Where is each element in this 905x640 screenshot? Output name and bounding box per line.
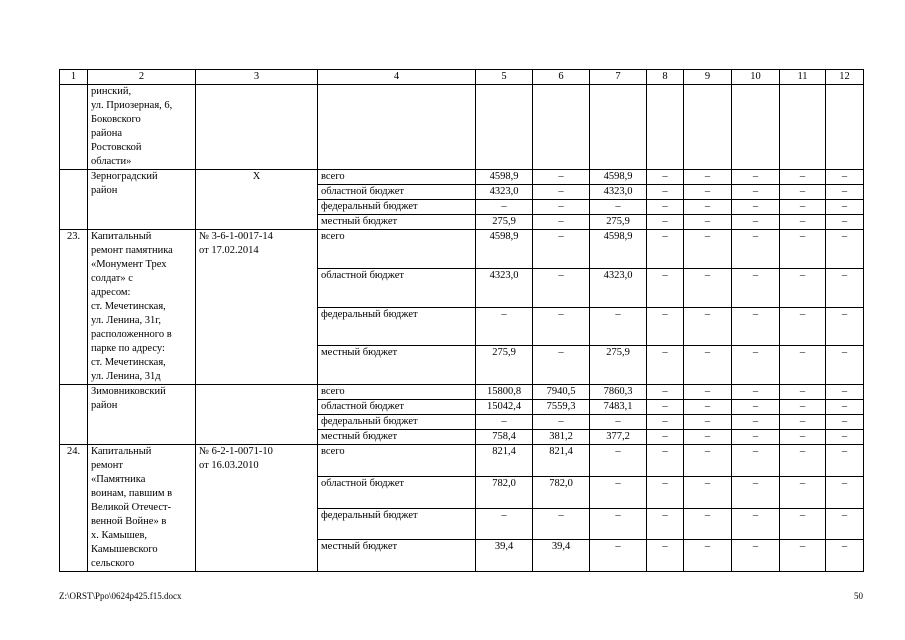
column-header: 8 [647,70,684,85]
amount-cell: 4598,9 [476,230,533,269]
amount-cell: – [684,200,732,215]
amount-cell: – [647,508,684,540]
amount-cell: – [780,230,826,269]
document-reference: № 6-2-1-0071-10 от 16.03.2010 [196,445,318,572]
amount-cell: – [732,185,780,200]
column-header: 1 [60,70,88,85]
amount-cell: – [780,540,826,572]
empty-cell [684,85,732,170]
empty-cell [533,85,590,170]
amount-cell: 4323,0 [476,268,533,307]
amount-cell: – [780,400,826,415]
funding-source-label: всего [318,230,476,269]
amount-cell: – [732,215,780,230]
amount-cell: – [780,430,826,445]
amount-cell: 4323,0 [590,185,647,200]
amount-cell: 4323,0 [590,268,647,307]
amount-cell: – [647,430,684,445]
amount-cell: – [826,430,864,445]
table-header [60,70,864,85]
column-header: 7 [590,70,647,85]
amount-cell: – [780,508,826,540]
amount-cell: – [647,415,684,430]
amount-cell: – [732,170,780,185]
item-number [60,170,88,230]
amount-cell: – [684,445,732,477]
amount-cell: – [684,185,732,200]
amount-cell: 39,4 [476,540,533,572]
table-row [60,170,864,185]
amount-cell: – [826,508,864,540]
amount-cell: – [732,415,780,430]
amount-cell: 7559,3 [533,400,590,415]
amount-cell: – [826,307,864,346]
amount-cell: 377,2 [590,430,647,445]
item-number: 23. [60,230,88,385]
amount-cell: – [826,215,864,230]
table-body [60,85,864,572]
item-number [60,85,88,170]
amount-cell: – [826,415,864,430]
amount-cell: 758,4 [476,430,533,445]
funding-source-label: областной бюджет [318,185,476,200]
amount-cell: – [826,346,864,385]
amount-cell: 4598,9 [590,230,647,269]
empty-cell [476,85,533,170]
amount-cell: – [732,445,780,477]
amount-cell: – [476,508,533,540]
amount-cell: – [647,400,684,415]
amount-cell: – [826,400,864,415]
amount-cell: – [476,415,533,430]
amount-cell: – [732,385,780,400]
amount-cell: 7940,5 [533,385,590,400]
amount-cell: – [647,445,684,477]
object-name: ринский, ул. Приозерная, 6, Боковского района Ростовской области» [88,85,196,170]
column-header: 4 [318,70,476,85]
amount-cell: – [780,385,826,400]
funding-source-label: федеральный бюджет [318,415,476,430]
amount-cell: – [732,400,780,415]
amount-cell: – [647,476,684,508]
amount-cell: 782,0 [476,476,533,508]
item-number: 24. [60,445,88,572]
amount-cell: – [780,445,826,477]
amount-cell: 4598,9 [476,170,533,185]
funding-source-label: областной бюджет [318,268,476,307]
funding-source-label: местный бюджет [318,215,476,230]
amount-cell: – [590,540,647,572]
funding-source-label: местный бюджет [318,430,476,445]
amount-cell: 4598,9 [590,170,647,185]
amount-cell: – [780,476,826,508]
funding-source-label: федеральный бюджет [318,200,476,215]
amount-cell: – [826,185,864,200]
amount-cell: 275,9 [590,346,647,385]
amount-cell: 275,9 [476,215,533,230]
amount-cell: – [533,215,590,230]
amount-cell: – [590,508,647,540]
amount-cell: – [684,430,732,445]
amount-cell: – [732,268,780,307]
amount-cell: 821,4 [533,445,590,477]
document-reference: № 3-6-1-0017-14 от 17.02.2014 [196,230,318,385]
object-name: Капитальный ремонт «Памятника воинам, павшим в Великой Отечест- венной Войне» в х. Камышев, Камышевского сельского [88,445,196,572]
column-header: 5 [476,70,533,85]
funding-source-label: областной бюджет [318,476,476,508]
empty-cell [826,85,864,170]
table-row [60,85,864,170]
amount-cell: – [732,307,780,346]
document-reference: Х [196,170,318,230]
amount-cell: – [647,307,684,346]
footer-page-number: 50 [854,591,863,601]
amount-cell: – [826,476,864,508]
column-header: 10 [732,70,780,85]
amount-cell: 275,9 [476,346,533,385]
funding-source-label: местный бюджет [318,346,476,385]
amount-cell: 39,4 [533,540,590,572]
amount-cell: 7483,1 [590,400,647,415]
amount-cell: – [826,268,864,307]
amount-cell: – [533,185,590,200]
amount-cell: 4323,0 [476,185,533,200]
amount-cell: 782,0 [533,476,590,508]
amount-cell: – [590,307,647,346]
empty-cell [732,85,780,170]
amount-cell: – [590,415,647,430]
funding-source-label: областной бюджет [318,400,476,415]
amount-cell: 275,9 [590,215,647,230]
amount-cell: – [684,268,732,307]
footer-file-path: Z:\ORST\Ppo\0624p425.f15.docx [59,591,182,601]
funding-source-label: всего [318,170,476,185]
amount-cell: – [826,170,864,185]
amount-cell: – [732,430,780,445]
amount-cell: – [647,385,684,400]
funding-source-label: федеральный бюджет [318,508,476,540]
amount-cell: – [647,185,684,200]
amount-cell: – [732,200,780,215]
amount-cell: – [826,200,864,215]
amount-cell: 7860,3 [590,385,647,400]
table-row [60,445,864,477]
amount-cell: – [780,307,826,346]
funding-source-label: всего [318,445,476,477]
amount-cell: 15042,4 [476,400,533,415]
amount-cell: – [476,200,533,215]
amount-cell: – [684,385,732,400]
empty-cell [318,85,476,170]
amount-cell: – [647,346,684,385]
amount-cell: – [780,346,826,385]
amount-cell: 821,4 [476,445,533,477]
amount-cell: – [684,415,732,430]
amount-cell: – [684,476,732,508]
funding-source-label: федеральный бюджет [318,307,476,346]
column-header: 9 [684,70,732,85]
amount-cell: – [533,200,590,215]
amount-cell: – [647,215,684,230]
amount-cell: – [647,540,684,572]
amount-cell: – [647,200,684,215]
amount-cell: – [533,415,590,430]
amount-cell: – [590,445,647,477]
amount-cell: – [684,215,732,230]
amount-cell: – [732,540,780,572]
amount-cell: – [533,307,590,346]
amount-cell: – [780,268,826,307]
amount-cell: – [533,230,590,269]
amount-cell: – [732,508,780,540]
amount-cell: – [684,508,732,540]
document-reference [196,385,318,445]
amount-cell: 381,2 [533,430,590,445]
amount-cell: – [684,307,732,346]
column-header: 3 [196,70,318,85]
amount-cell: – [826,445,864,477]
amount-cell: – [476,307,533,346]
amount-cell: – [684,540,732,572]
amount-cell: – [732,476,780,508]
amount-cell: – [684,230,732,269]
program-table [59,69,864,572]
table-row [60,385,864,400]
amount-cell: – [533,346,590,385]
amount-cell: – [590,476,647,508]
funding-source-label: всего [318,385,476,400]
column-header: 11 [780,70,826,85]
amount-cell: 15800,8 [476,385,533,400]
column-header: 2 [88,70,196,85]
funding-source-label: местный бюджет [318,540,476,572]
amount-cell: – [826,540,864,572]
column-header: 12 [826,70,864,85]
amount-cell: – [780,415,826,430]
empty-cell [590,85,647,170]
amount-cell: – [647,230,684,269]
object-name: Зимовниковский район [88,385,196,445]
amount-cell: – [780,185,826,200]
amount-cell: – [533,508,590,540]
amount-cell: – [684,346,732,385]
amount-cell: – [533,170,590,185]
amount-cell: – [732,230,780,269]
object-name: Зерноградский район [88,170,196,230]
amount-cell: – [826,230,864,269]
amount-cell: – [647,170,684,185]
amount-cell: – [533,268,590,307]
column-header: 6 [533,70,590,85]
empty-cell [780,85,826,170]
amount-cell: – [826,385,864,400]
empty-cell [647,85,684,170]
amount-cell: – [684,400,732,415]
amount-cell: – [684,170,732,185]
amount-cell: – [647,268,684,307]
document-reference [196,85,318,170]
amount-cell: – [780,200,826,215]
object-name: Капитальный ремонт памятника «Монумент Трех солдат» с адресом: ст. Мечетинская, ул. Ленина, 31г, расположенного в парке по адресу: ст. Мечетинская, ул. Ленина, 31д [88,230,196,385]
item-number [60,385,88,445]
amount-cell: – [732,346,780,385]
table-row [60,230,864,269]
amount-cell: – [780,170,826,185]
amount-cell: – [590,200,647,215]
amount-cell: – [780,215,826,230]
